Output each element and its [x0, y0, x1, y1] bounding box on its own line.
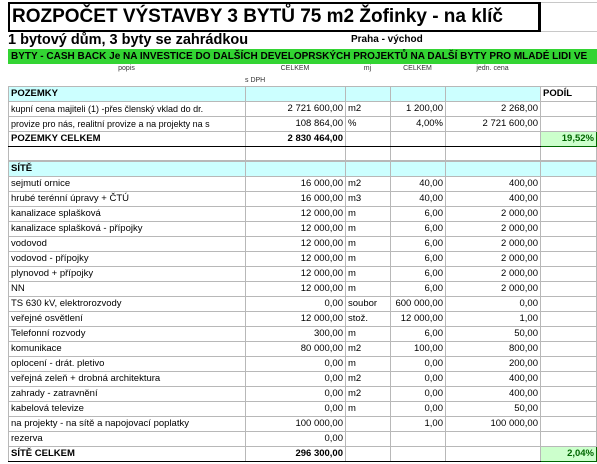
header-mj[interactable]: mj: [363, 65, 372, 72]
cell[interactable]: [541, 327, 597, 342]
cell[interactable]: [541, 417, 597, 432]
cell[interactable]: [541, 147, 597, 161]
row-description[interactable]: hrubé terénní úpravy + ČTÚ: [9, 192, 246, 207]
row-total[interactable]: 80 000,00: [246, 342, 346, 357]
table-row: [9, 387, 597, 402]
row-unit[interactable]: m2: [346, 177, 391, 192]
row-unit[interactable]: %: [346, 117, 391, 132]
row-unit[interactable]: m: [346, 402, 391, 417]
row-unit[interactable]: m: [346, 222, 391, 237]
row-quantity[interactable]: 6,00: [391, 327, 446, 342]
total-label[interactable]: POZEMKY CELKEM: [9, 132, 246, 147]
row-total[interactable]: 2 721 600,00: [246, 102, 346, 117]
cell[interactable]: [541, 117, 597, 132]
row-total[interactable]: 16 000,00: [246, 177, 346, 192]
row-total[interactable]: 0,00: [246, 357, 346, 372]
row-unit-price[interactable]: 50,00: [446, 402, 541, 417]
row-total[interactable]: 108 864,00: [246, 117, 346, 132]
cell[interactable]: [541, 252, 597, 267]
cell[interactable]: [346, 132, 391, 147]
row-unit-price[interactable]: 800,00: [446, 342, 541, 357]
row-quantity[interactable]: 0,00: [391, 387, 446, 402]
row-total[interactable]: 0,00: [246, 387, 346, 402]
table-row: [9, 177, 597, 192]
row-description[interactable]: vodovod: [9, 237, 246, 252]
cell[interactable]: [391, 162, 446, 177]
row-unit-price[interactable]: 400,00: [446, 192, 541, 207]
site-table: [8, 161, 597, 462]
row-total[interactable]: 0,00: [246, 402, 346, 417]
cell[interactable]: [541, 312, 597, 327]
cell[interactable]: [541, 372, 597, 387]
row-quantity[interactable]: 40,00: [391, 177, 446, 192]
row-total[interactable]: 12 000,00: [246, 312, 346, 327]
cell[interactable]: [9, 147, 246, 161]
table-row: [9, 357, 597, 372]
row-quantity[interactable]: 6,00: [391, 207, 446, 222]
row-total[interactable]: 12 000,00: [246, 267, 346, 282]
row-description[interactable]: komunikace: [9, 342, 246, 357]
header-jedn-cena[interactable]: jedn. cena: [476, 65, 509, 72]
cell[interactable]: [446, 447, 541, 462]
row-quantity[interactable]: 12 000,00: [391, 312, 446, 327]
cell[interactable]: [541, 432, 597, 447]
row-total[interactable]: 0,00: [246, 372, 346, 387]
row-quantity[interactable]: 6,00: [391, 237, 446, 252]
row-description[interactable]: zahrady - zatravnění: [9, 387, 246, 402]
table-row: [9, 402, 597, 417]
cell[interactable]: [446, 132, 541, 147]
cell[interactable]: [346, 87, 391, 102]
row-total[interactable]: 100 000,00: [246, 417, 346, 432]
row-unit-price[interactable]: 400,00: [446, 177, 541, 192]
row-quantity[interactable]: 600 000,00: [391, 297, 446, 312]
row-description[interactable]: veřejné osvětlení: [9, 312, 246, 327]
row-quantity[interactable]: 6,00: [391, 252, 446, 267]
cashback-banner[interactable]: BYTY - CASH BACK Je NA INVESTICE DO DALŠÍCH DEVELOPRSKÝCH PROJEKTŮ NA DALŠÍ BYTY PRO MLADÉ LIDI VE: [8, 49, 597, 64]
sheet-title[interactable]: ROZPOČET VÝSTAVBY 3 BYTŮ 75 m2 Žofinky - na klíč: [8, 2, 541, 32]
cell[interactable]: [541, 357, 597, 372]
table-row: [9, 417, 597, 432]
row-quantity[interactable]: 40,00: [391, 192, 446, 207]
table-row: [9, 237, 597, 252]
sheet-subtitle[interactable]: 1 bytový dům, 3 byty se zahrádkou: [8, 32, 249, 48]
row-unit[interactable]: soubor: [346, 297, 391, 312]
row-unit-price[interactable]: 2 000,00: [446, 237, 541, 252]
table-row: [9, 102, 597, 117]
row-unit-price[interactable]: 2 721 600,00: [446, 117, 541, 132]
row-total[interactable]: 12 000,00: [246, 207, 346, 222]
header-celkem-2[interactable]: CELKEM: [403, 65, 432, 72]
row-unit[interactable]: [346, 417, 391, 432]
table-row: [9, 192, 597, 207]
row-description[interactable]: TS 630 kV, elektrorozvody: [9, 297, 246, 312]
cell[interactable]: [246, 87, 346, 102]
cell[interactable]: [391, 87, 446, 102]
row-quantity[interactable]: 6,00: [391, 282, 446, 297]
row-description[interactable]: plynovod + přípojky: [9, 267, 246, 282]
title-cell-extension[interactable]: [541, 2, 597, 32]
row-unit-price[interactable]: [446, 432, 541, 447]
row-quantity[interactable]: 0,00: [391, 402, 446, 417]
row-unit-price[interactable]: 2 268,00: [446, 102, 541, 117]
cell[interactable]: [541, 282, 597, 297]
row-total[interactable]: 12 000,00: [246, 282, 346, 297]
row-unit[interactable]: m: [346, 207, 391, 222]
cell[interactable]: [391, 447, 446, 462]
row-quantity[interactable]: 6,00: [391, 222, 446, 237]
row-unit-price[interactable]: 100 000,00: [446, 417, 541, 432]
row-description[interactable]: NN: [9, 282, 246, 297]
cell[interactable]: [391, 147, 446, 161]
cell[interactable]: [541, 267, 597, 282]
cell[interactable]: [541, 177, 597, 192]
cell[interactable]: [541, 162, 597, 177]
row-description[interactable]: sejmutí ornice: [9, 177, 246, 192]
table-row: [9, 117, 597, 132]
table-row: [9, 342, 597, 357]
row-total[interactable]: 300,00: [246, 327, 346, 342]
table-row: [9, 327, 597, 342]
row-description[interactable]: rezerva: [9, 432, 246, 447]
row-description[interactable]: kanalizace splašková: [9, 207, 246, 222]
row-unit-price[interactable]: 400,00: [446, 387, 541, 402]
cell[interactable]: [346, 147, 391, 161]
row-unit[interactable]: m: [346, 237, 391, 252]
pozemky-table: [8, 86, 597, 161]
table-row: [9, 297, 597, 312]
sdph-label[interactable]: s DPH: [245, 77, 266, 84]
table-row: [9, 432, 597, 447]
section-header-row: [9, 87, 597, 102]
row-unit-price[interactable]: 2 000,00: [446, 267, 541, 282]
row-description[interactable]: na projekty - na sítě a napojovací poplatky: [9, 417, 246, 432]
podil-header[interactable]: PODÍL: [541, 87, 597, 102]
total-row: [9, 447, 597, 462]
row-quantity[interactable]: 0,00: [391, 372, 446, 387]
row-unit[interactable]: m2: [346, 387, 391, 402]
cell[interactable]: [446, 147, 541, 161]
row-unit-price[interactable]: 2 000,00: [446, 222, 541, 237]
cell[interactable]: [541, 192, 597, 207]
row-quantity[interactable]: 6,00: [391, 267, 446, 282]
total-value[interactable]: 296 300,00: [246, 447, 346, 462]
row-quantity[interactable]: 1 200,00: [391, 102, 446, 117]
cell[interactable]: [246, 162, 346, 177]
row-quantity[interactable]: 4,00%: [391, 117, 446, 132]
cell[interactable]: [391, 132, 446, 147]
row-total[interactable]: 12 000,00: [246, 222, 346, 237]
cell[interactable]: [346, 447, 391, 462]
table-row: [9, 267, 597, 282]
row-quantity[interactable]: 100,00: [391, 342, 446, 357]
share-percent[interactable]: 19,52%: [541, 132, 597, 147]
row-description[interactable]: veřejná zeleň + drobná architektura: [9, 372, 246, 387]
cell[interactable]: [246, 147, 346, 161]
cell[interactable]: [541, 207, 597, 222]
section-title-site[interactable]: SÍTĚ: [9, 162, 246, 177]
total-label[interactable]: SÍTĚ CELKEM: [9, 447, 246, 462]
row-unit[interactable]: m: [346, 252, 391, 267]
row-unit[interactable]: m: [346, 357, 391, 372]
table-row: [9, 207, 597, 222]
table-row: [9, 252, 597, 267]
row-description[interactable]: kanalizace splašková - přípojky: [9, 222, 246, 237]
cell[interactable]: [541, 402, 597, 417]
row-total[interactable]: 0,00: [246, 432, 346, 447]
row-quantity[interactable]: 1,00: [391, 417, 446, 432]
row-total[interactable]: 0,00: [246, 297, 346, 312]
row-unit[interactable]: m: [346, 267, 391, 282]
row-unit-price[interactable]: 2 000,00: [446, 207, 541, 222]
row-description[interactable]: kupní cena majiteli (1) -přes členský vklad do dr.: [9, 102, 246, 117]
total-row: [9, 132, 597, 147]
row-quantity[interactable]: [391, 432, 446, 447]
row-description[interactable]: vodovod - přípojky: [9, 252, 246, 267]
location-label[interactable]: Praha - východ: [351, 34, 423, 45]
row-unit-price[interactable]: 2 000,00: [446, 282, 541, 297]
row-unit-price[interactable]: 400,00: [446, 372, 541, 387]
row-unit[interactable]: m: [346, 282, 391, 297]
table-row: [9, 282, 597, 297]
row-unit-price[interactable]: 1,00: [446, 312, 541, 327]
cell[interactable]: [541, 237, 597, 252]
cell[interactable]: [446, 162, 541, 177]
row-unit-price[interactable]: 2 000,00: [446, 252, 541, 267]
table-row: [9, 222, 597, 237]
row-total[interactable]: 12 000,00: [246, 237, 346, 252]
row-description[interactable]: provize pro nás, realitní provize a na projekty na s: [9, 117, 246, 132]
row-total[interactable]: 12 000,00: [246, 252, 346, 267]
cell[interactable]: [346, 162, 391, 177]
row-unit[interactable]: m2: [346, 102, 391, 117]
row-quantity[interactable]: 0,00: [391, 357, 446, 372]
row-unit[interactable]: m3: [346, 192, 391, 207]
table-row: [9, 372, 597, 387]
row-unit[interactable]: m2: [346, 372, 391, 387]
cell[interactable]: [541, 297, 597, 312]
row-total[interactable]: 16 000,00: [246, 192, 346, 207]
row-description[interactable]: Telefonní rozvody: [9, 327, 246, 342]
cell[interactable]: [541, 387, 597, 402]
cell[interactable]: [541, 222, 597, 237]
header-celkem[interactable]: CELKEM: [280, 65, 310, 72]
row-unit-price[interactable]: 0,00: [446, 297, 541, 312]
row-unit[interactable]: stož.: [346, 312, 391, 327]
empty-row: [9, 147, 597, 161]
section-title-pozemky[interactable]: POZEMKY: [9, 87, 246, 102]
total-value[interactable]: 2 830 464,00: [246, 132, 346, 147]
cell[interactable]: [541, 102, 597, 117]
table-row: [9, 312, 597, 327]
row-unit-price[interactable]: 50,00: [446, 327, 541, 342]
row-unit[interactable]: m: [346, 327, 391, 342]
row-description[interactable]: kabelová televize: [9, 402, 246, 417]
cell[interactable]: [446, 87, 541, 102]
row-unit-price[interactable]: 200,00: [446, 357, 541, 372]
row-unit[interactable]: [346, 432, 391, 447]
header-popis[interactable]: popis: [118, 65, 135, 72]
share-percent[interactable]: 2,04%: [541, 447, 597, 462]
row-unit[interactable]: m2: [346, 342, 391, 357]
cell[interactable]: [541, 342, 597, 357]
row-description[interactable]: oplocení - drát. pletivo: [9, 357, 246, 372]
section-header-row: [9, 162, 597, 177]
